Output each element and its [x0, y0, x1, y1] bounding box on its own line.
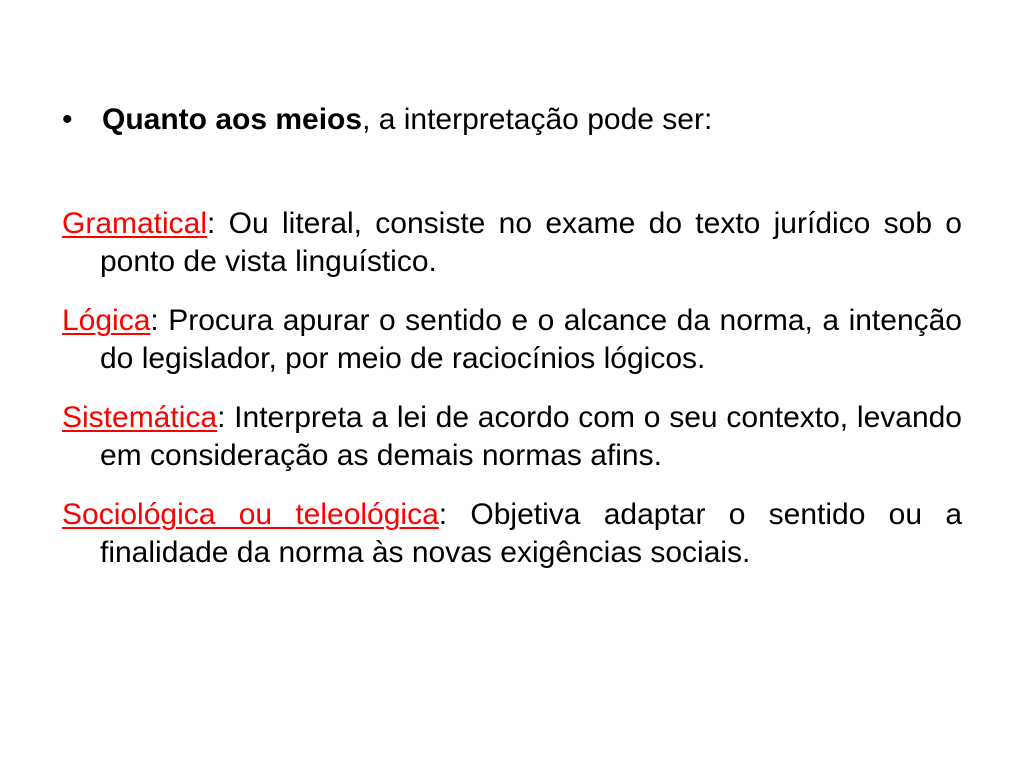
definition-text: : Procura apurar o sentido e o alcance da norma, a intenção do legislador, por meio de raciocínios lógicos. — [100, 304, 962, 375]
definition-text: : Objetiva adaptar o sentido ou a finalidade da norma às novas exigências sociais. — [100, 498, 963, 569]
definition-logica — [62, 302, 962, 378]
intro-line — [62, 98, 962, 142]
definition-term: Lógica — [62, 304, 151, 337]
definition-term: Gramatical — [62, 207, 208, 240]
definition-text: : Ou literal, consiste no exame do texto jurídico sob o ponto de vista linguístico. — [100, 207, 962, 278]
definition-text: : Interpreta a lei de acordo com o seu contexto, levando em consideração as demais normas afins. — [100, 401, 962, 472]
intro-text: , a interpretação pode ser: — [362, 103, 713, 136]
definition-sistematica — [62, 399, 962, 475]
bullet-icon: • — [62, 103, 73, 136]
definition-gramatical — [62, 205, 962, 281]
definition-term: Sistemática — [62, 401, 218, 434]
definition-sociologica — [62, 496, 962, 572]
intro-bold-text: Quanto aos meios — [102, 103, 363, 136]
definitions-list — [62, 205, 962, 593]
definition-term: Sociológica ou teleológica — [62, 498, 439, 531]
